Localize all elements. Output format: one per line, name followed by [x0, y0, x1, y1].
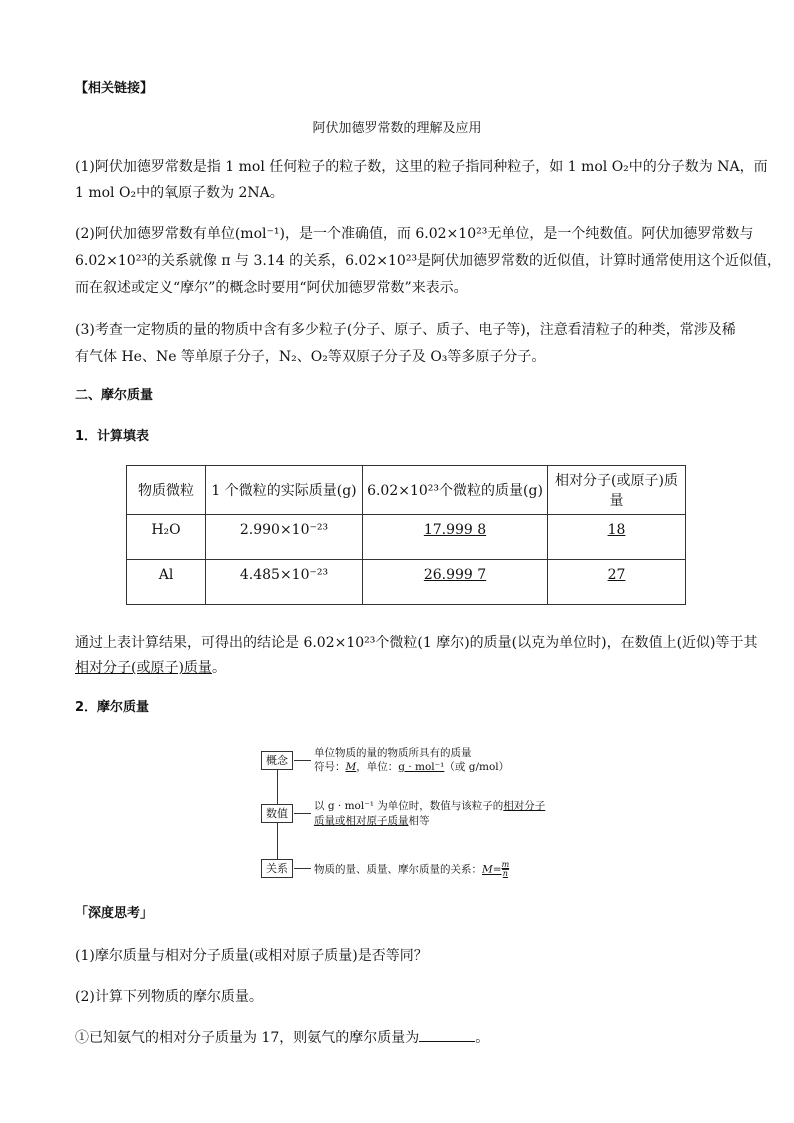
formula-denominator: n [502, 869, 508, 878]
para2-line1: (2)阿伏加德罗常数有单位(mol⁻¹)，是一个准确值，而 6.02×10²³无单位，是一个纯数值。阿伏加德罗常数与 [75, 226, 754, 242]
formula-fraction [502, 861, 510, 878]
table-header-row [127, 466, 686, 515]
question-2: (2)计算下列物质的摩尔质量。 [75, 989, 263, 1005]
table-cell-answer [548, 560, 686, 605]
question-2-item-1-end: 。 [475, 1030, 490, 1046]
concept-unit: g · mol⁻¹ [398, 761, 445, 773]
diagram-box-value: 数值 [261, 804, 293, 823]
sub1-heading: 1．计算填表 [75, 429, 150, 444]
formula-lhs: M= [482, 863, 502, 876]
concept-unit-alt: （或 g/mol） [444, 761, 510, 773]
concept-symbol: M [345, 761, 357, 773]
table-cell-answer [363, 560, 548, 605]
section2-heading: 二、摩尔质量 [75, 388, 154, 403]
answer-underlined: 17.999 8 [423, 522, 487, 538]
table-cell: Al [127, 560, 206, 605]
table-cell: H₂O [127, 515, 206, 560]
para3-line1: (3)考查一定物质的量的物质中含有多少粒子(分子、原子、质子、电子等)，注意看清粒子的种类，常涉及稀 [75, 322, 736, 338]
conclusion-line1: 通过上表计算结果，可得出的结论是 6.02×10²³个微粒(1 摩尔)的质量(以克为单位时)，在数值上(近似)等于其 [75, 635, 758, 651]
table-header-cell: 6.02×10²³个微粒的质量(g) [363, 466, 548, 515]
value-line2 [314, 814, 430, 829]
relation-text: 物质的量、质量、摩尔质量的关系： [314, 863, 482, 876]
formula-numerator: m [501, 860, 510, 869]
diagram-box-concept: 概念 [261, 751, 293, 770]
answer-underlined: 18 [607, 522, 626, 538]
table-cell: 4.485×10⁻²³ [206, 560, 363, 605]
conclusion-line2 [75, 656, 226, 680]
calc-table [126, 465, 686, 605]
para1-line2: 1 mol O₂中的氧原子数为 2NA。 [75, 185, 284, 201]
concept-unit-label: ，单位： [356, 761, 399, 773]
related-link-heading: 【相关链接】 [75, 81, 154, 96]
concept-definition: 单位物质的量的物质所具有的质量 [314, 747, 472, 759]
answer-underlined: 27 [607, 567, 626, 583]
table-row [127, 560, 686, 605]
relation-line [314, 861, 509, 878]
table-cell: 2.990×10⁻²³ [206, 515, 363, 560]
para1-line1: (1)阿伏加德罗常数是指 1 mol 任何粒子的粒子数，这里的粒子指同种粒子，如 1 mol O₂中的分子数为 NA，而 [75, 159, 768, 175]
value-line1 [314, 799, 545, 814]
answer-underlined: 26.999 7 [423, 567, 487, 583]
table-cell-answer [363, 515, 548, 560]
table-header-cell: 物质微粒 [127, 466, 206, 515]
section-title: 阿伏加德罗常数的理解及应用 [312, 121, 482, 136]
value-line1-prefix: 以 g · mol⁻¹ 为单位时，数值与该粒子的 [314, 800, 504, 812]
molar-mass-diagram [256, 745, 556, 880]
table-header-cell: 1 个微粒的实际质量(g) [206, 466, 363, 515]
table-row [127, 515, 686, 560]
question-2-item-1 [75, 1026, 489, 1050]
table-header-cell: 相对分子(或原子)质量 [548, 466, 686, 515]
concept-symbol-line [314, 760, 509, 775]
answer-blank[interactable] [419, 1027, 475, 1042]
diagram-connector [294, 813, 311, 814]
diagram-connector [294, 868, 311, 869]
para2-line2: 6.02×10²³的关系就像 π 与 3.14 的关系，6.02×10²³是阿伏加德罗常数的近似值，计算时通常使用这个近似值， [75, 253, 782, 269]
diagram-connector [294, 760, 311, 761]
para3-line2: 有气体 He、Ne 等单原子分子，N₂、O₂等双原子分子及 O₃等多原子分子。 [75, 349, 546, 365]
value-line2-suffix: 相等 [408, 815, 430, 827]
para2-line3: 而在叙述或定义“摩尔”的概念时要用“阿伏加德罗常数”来表示。 [75, 280, 468, 296]
concept-symbol-prefix: 符号： [314, 761, 346, 773]
table-cell-answer [548, 515, 686, 560]
diagram-box-relation: 关系 [261, 859, 293, 878]
question-2-item-1-text: ①已知氨气的相对分子质量为 17，则氨气的摩尔质量为 [75, 1030, 420, 1046]
sub2-heading: 2．摩尔质量 [75, 700, 150, 715]
value-line1-underlined: 相对分子 [503, 800, 546, 812]
conclusion-underlined: 相对分子(或原子)质量 [75, 660, 212, 676]
value-line2-underlined: 质量或相对原子质量 [314, 815, 409, 827]
question-1: (1)摩尔质量与相对分子质量(或相对原子质量)是否等同？ [75, 948, 428, 964]
deep-thinking-heading: 「深度思考」 [75, 906, 154, 921]
conclusion-rest: 。 [211, 660, 226, 676]
